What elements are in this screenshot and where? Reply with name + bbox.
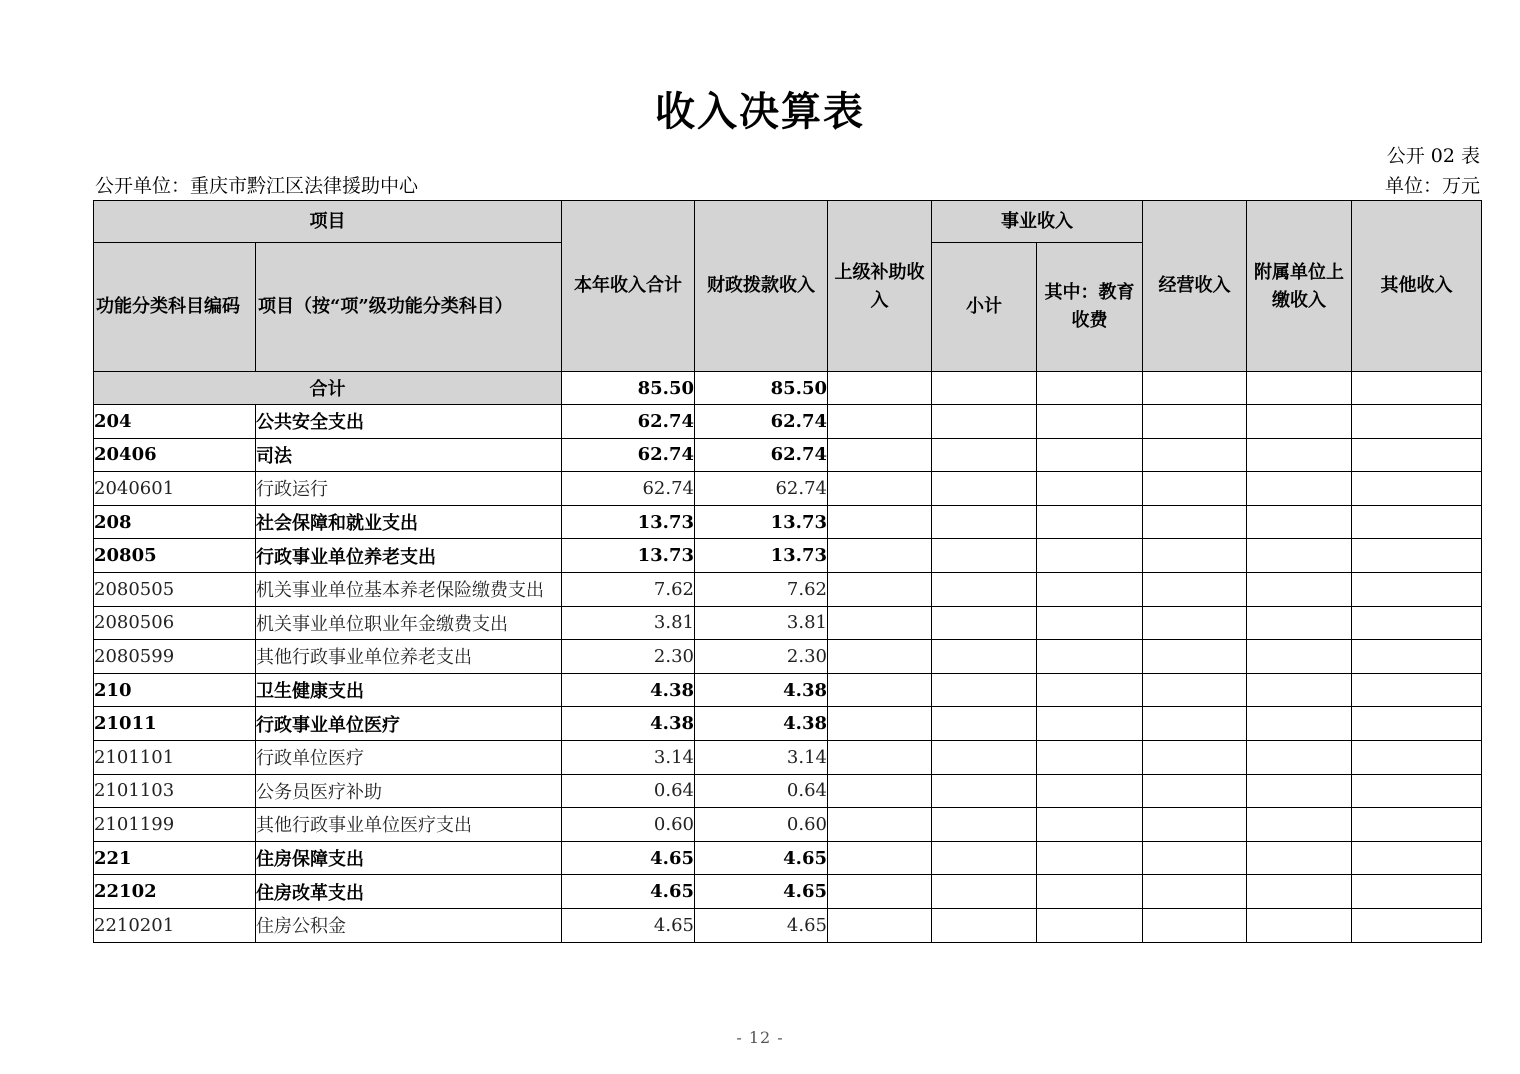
row-total-income: 13.73: [562, 505, 695, 539]
empty-cell: [1037, 908, 1143, 942]
row-total-income: 13.73: [562, 539, 695, 573]
row-code: 22102: [94, 875, 256, 909]
empty-cell: [1352, 808, 1482, 842]
empty-cell: [1352, 539, 1482, 573]
empty-cell: [828, 438, 932, 472]
total-label: 合计: [94, 372, 562, 405]
row-total-income: 62.74: [562, 438, 695, 472]
table-row: [94, 472, 1482, 506]
empty-cell: [828, 673, 932, 707]
row-name: 机关事业单位基本养老保险缴费支出: [256, 572, 562, 606]
row-total-income: 3.81: [562, 606, 695, 640]
total-fiscal-value: 85.50: [695, 372, 828, 405]
empty-cell: [1143, 908, 1247, 942]
row-code: 2210201: [94, 908, 256, 942]
empty-cell: [828, 707, 932, 741]
empty-cell: [1143, 438, 1247, 472]
empty-cell: [1352, 606, 1482, 640]
empty-cell: [932, 438, 1037, 472]
table-row: [94, 740, 1482, 774]
empty-cell: [1143, 539, 1247, 573]
row-fiscal: 62.74: [695, 472, 828, 506]
header-affiliated: [1247, 201, 1352, 372]
row-total-income: 62.74: [562, 405, 695, 439]
empty-cell: [828, 405, 932, 439]
empty-cell: [1352, 774, 1482, 808]
header-code: 功能分类科目编码: [94, 243, 256, 372]
empty-cell: [1143, 372, 1247, 405]
header-fiscal: 财政拨款收入: [695, 201, 828, 372]
empty-cell: [1143, 640, 1247, 674]
table-row: [94, 640, 1482, 674]
empty-cell: [1352, 875, 1482, 909]
empty-cell: [1037, 640, 1143, 674]
header-name: 项目（按“项”级功能分类科目）: [256, 243, 562, 372]
row-code: 20805: [94, 539, 256, 573]
empty-cell: [1037, 539, 1143, 573]
empty-cell: [1247, 405, 1352, 439]
empty-cell: [1352, 740, 1482, 774]
empty-cell: [1247, 875, 1352, 909]
empty-cell: [932, 841, 1037, 875]
empty-cell: [1037, 505, 1143, 539]
row-total-income: 4.38: [562, 707, 695, 741]
row-total-income: 0.64: [562, 774, 695, 808]
empty-cell: [1352, 640, 1482, 674]
empty-cell: [1352, 908, 1482, 942]
header-subtotal: 小计: [932, 243, 1037, 372]
empty-cell: [1247, 438, 1352, 472]
row-fiscal: 4.65: [695, 908, 828, 942]
empty-cell: [932, 572, 1037, 606]
empty-cell: [1037, 707, 1143, 741]
empty-cell: [1352, 472, 1482, 506]
row-fiscal: 0.64: [695, 774, 828, 808]
table-row: [94, 572, 1482, 606]
row-total-income: 62.74: [562, 472, 695, 506]
row-total-income: 2.30: [562, 640, 695, 674]
row-code: 221: [94, 841, 256, 875]
empty-cell: [1143, 472, 1247, 506]
empty-cell: [1352, 673, 1482, 707]
header-business-income: 事业收入: [932, 201, 1143, 243]
row-name: 机关事业单位职业年金缴费支出: [256, 606, 562, 640]
empty-cell: [828, 372, 932, 405]
empty-cell: [932, 740, 1037, 774]
empty-cell: [1037, 572, 1143, 606]
row-fiscal: 7.62: [695, 572, 828, 606]
empty-cell: [1037, 740, 1143, 774]
empty-cell: [1037, 405, 1143, 439]
empty-cell: [1143, 841, 1247, 875]
row-total-income: 4.65: [562, 841, 695, 875]
row-code: 2101103: [94, 774, 256, 808]
row-name: 其他行政事业单位养老支出: [256, 640, 562, 674]
header-superior-label: 上级补助收入: [834, 262, 925, 311]
empty-cell: [1247, 606, 1352, 640]
empty-cell: [1037, 774, 1143, 808]
row-total-income: 3.14: [562, 740, 695, 774]
row-total-income: 4.65: [562, 875, 695, 909]
empty-cell: [1247, 572, 1352, 606]
row-code: 210: [94, 673, 256, 707]
row-total-income: 0.60: [562, 808, 695, 842]
empty-cell: [828, 774, 932, 808]
row-fiscal: 0.60: [695, 808, 828, 842]
empty-cell: [1037, 673, 1143, 707]
header-affiliated-label: 附属单位上缴收入: [1254, 262, 1344, 311]
table-row: [94, 505, 1482, 539]
empty-cell: [1143, 673, 1247, 707]
empty-cell: [828, 808, 932, 842]
row-code: 2080599: [94, 640, 256, 674]
row-fiscal: 13.73: [695, 539, 828, 573]
empty-cell: [1143, 606, 1247, 640]
empty-cell: [932, 405, 1037, 439]
empty-cell: [1247, 707, 1352, 741]
empty-cell: [828, 539, 932, 573]
header-education-fee: 其中：教育收费: [1037, 243, 1143, 372]
empty-cell: [932, 673, 1037, 707]
empty-cell: [828, 572, 932, 606]
empty-cell: [1247, 673, 1352, 707]
empty-cell: [932, 707, 1037, 741]
row-name: 住房公积金: [256, 908, 562, 942]
row-name: 行政事业单位养老支出: [256, 539, 562, 573]
header-operating: 经营收入: [1143, 201, 1247, 372]
row-total-income: 7.62: [562, 572, 695, 606]
table-row: [94, 908, 1482, 942]
row-code: 204: [94, 405, 256, 439]
empty-cell: [1143, 707, 1247, 741]
empty-cell: [1037, 472, 1143, 506]
row-fiscal: 2.30: [695, 640, 828, 674]
row-name: 住房保障支出: [256, 841, 562, 875]
row-name: 司法: [256, 438, 562, 472]
table-row: [94, 606, 1482, 640]
empty-cell: [1247, 539, 1352, 573]
row-total-income: 4.38: [562, 673, 695, 707]
empty-cell: [828, 640, 932, 674]
table-row: [94, 707, 1482, 741]
currency-unit: 单位：万元: [1384, 175, 1480, 197]
total-row: [94, 372, 1482, 405]
row-name: 公务员医疗补助: [256, 774, 562, 808]
header-total-income: 本年收入合计: [562, 201, 695, 372]
empty-cell: [1143, 774, 1247, 808]
empty-cell: [1352, 572, 1482, 606]
total-income-value: 85.50: [562, 372, 695, 405]
header-other: 其他收入: [1352, 201, 1482, 372]
empty-cell: [1352, 372, 1482, 405]
row-code: 208: [94, 505, 256, 539]
empty-cell: [932, 372, 1037, 405]
row-name: 行政事业单位医疗: [256, 707, 562, 741]
empty-cell: [1352, 405, 1482, 439]
empty-cell: [1247, 640, 1352, 674]
empty-cell: [932, 606, 1037, 640]
empty-cell: [1037, 606, 1143, 640]
row-code: 2080505: [94, 572, 256, 606]
empty-cell: [1143, 572, 1247, 606]
table-row: [94, 875, 1482, 909]
empty-cell: [1247, 808, 1352, 842]
row-total-income: 4.65: [562, 908, 695, 942]
table-row: [94, 405, 1482, 439]
empty-cell: [1143, 405, 1247, 439]
empty-cell: [1247, 472, 1352, 506]
empty-cell: [828, 505, 932, 539]
row-name: 卫生健康支出: [256, 673, 562, 707]
row-code: 2040601: [94, 472, 256, 506]
row-name: 公共安全支出: [256, 405, 562, 439]
empty-cell: [932, 774, 1037, 808]
row-name: 行政单位医疗: [256, 740, 562, 774]
row-name: 社会保障和就业支出: [256, 505, 562, 539]
row-code: 21011: [94, 707, 256, 741]
row-fiscal: 4.38: [695, 673, 828, 707]
empty-cell: [932, 808, 1037, 842]
row-fiscal: 62.74: [695, 405, 828, 439]
income-table: [93, 200, 1482, 943]
row-code: 2101101: [94, 740, 256, 774]
empty-cell: [1247, 908, 1352, 942]
empty-cell: [1247, 372, 1352, 405]
empty-cell: [1037, 372, 1143, 405]
empty-cell: [932, 539, 1037, 573]
row-name: 其他行政事业单位医疗支出: [256, 808, 562, 842]
empty-cell: [1247, 841, 1352, 875]
row-code: 20406: [94, 438, 256, 472]
row-name: 住房改革支出: [256, 875, 562, 909]
row-fiscal: 4.38: [695, 707, 828, 741]
row-fiscal: 4.65: [695, 875, 828, 909]
reporting-unit: 公开单位：重庆市黔江区法律援助中心: [95, 175, 419, 197]
empty-cell: [1247, 505, 1352, 539]
empty-cell: [828, 740, 932, 774]
empty-cell: [1037, 808, 1143, 842]
page-number: - 12 -: [736, 1028, 784, 1047]
row-fiscal: 3.14: [695, 740, 828, 774]
table-row: [94, 438, 1482, 472]
empty-cell: [1352, 505, 1482, 539]
table-row: [94, 539, 1482, 573]
empty-cell: [932, 472, 1037, 506]
empty-cell: [828, 908, 932, 942]
row-fiscal: 4.65: [695, 841, 828, 875]
empty-cell: [1143, 505, 1247, 539]
header-item: 项目: [94, 201, 562, 243]
table-row: [94, 673, 1482, 707]
table-row: [94, 841, 1482, 875]
empty-cell: [1352, 438, 1482, 472]
empty-cell: [932, 908, 1037, 942]
empty-cell: [828, 606, 932, 640]
empty-cell: [1037, 438, 1143, 472]
row-code: 2101199: [94, 808, 256, 842]
empty-cell: [932, 640, 1037, 674]
empty-cell: [932, 875, 1037, 909]
empty-cell: [828, 841, 932, 875]
empty-cell: [1143, 808, 1247, 842]
empty-cell: [1352, 707, 1482, 741]
page-title: 收入决算表: [655, 88, 865, 135]
row-code: 2080506: [94, 606, 256, 640]
empty-cell: [1037, 841, 1143, 875]
empty-cell: [932, 505, 1037, 539]
table-row: [94, 808, 1482, 842]
header-superior: [828, 201, 932, 372]
table-row: [94, 774, 1482, 808]
empty-cell: [1247, 740, 1352, 774]
empty-cell: [1352, 841, 1482, 875]
data-rows: [94, 405, 1482, 943]
row-fiscal: 13.73: [695, 505, 828, 539]
row-name: 行政运行: [256, 472, 562, 506]
empty-cell: [1037, 875, 1143, 909]
row-fiscal: 3.81: [695, 606, 828, 640]
empty-cell: [828, 875, 932, 909]
empty-cell: [828, 472, 932, 506]
empty-cell: [1143, 875, 1247, 909]
empty-cell: [1143, 740, 1247, 774]
form-number: 公开 02 表: [1386, 145, 1480, 167]
row-fiscal: 62.74: [695, 438, 828, 472]
empty-cell: [1247, 774, 1352, 808]
